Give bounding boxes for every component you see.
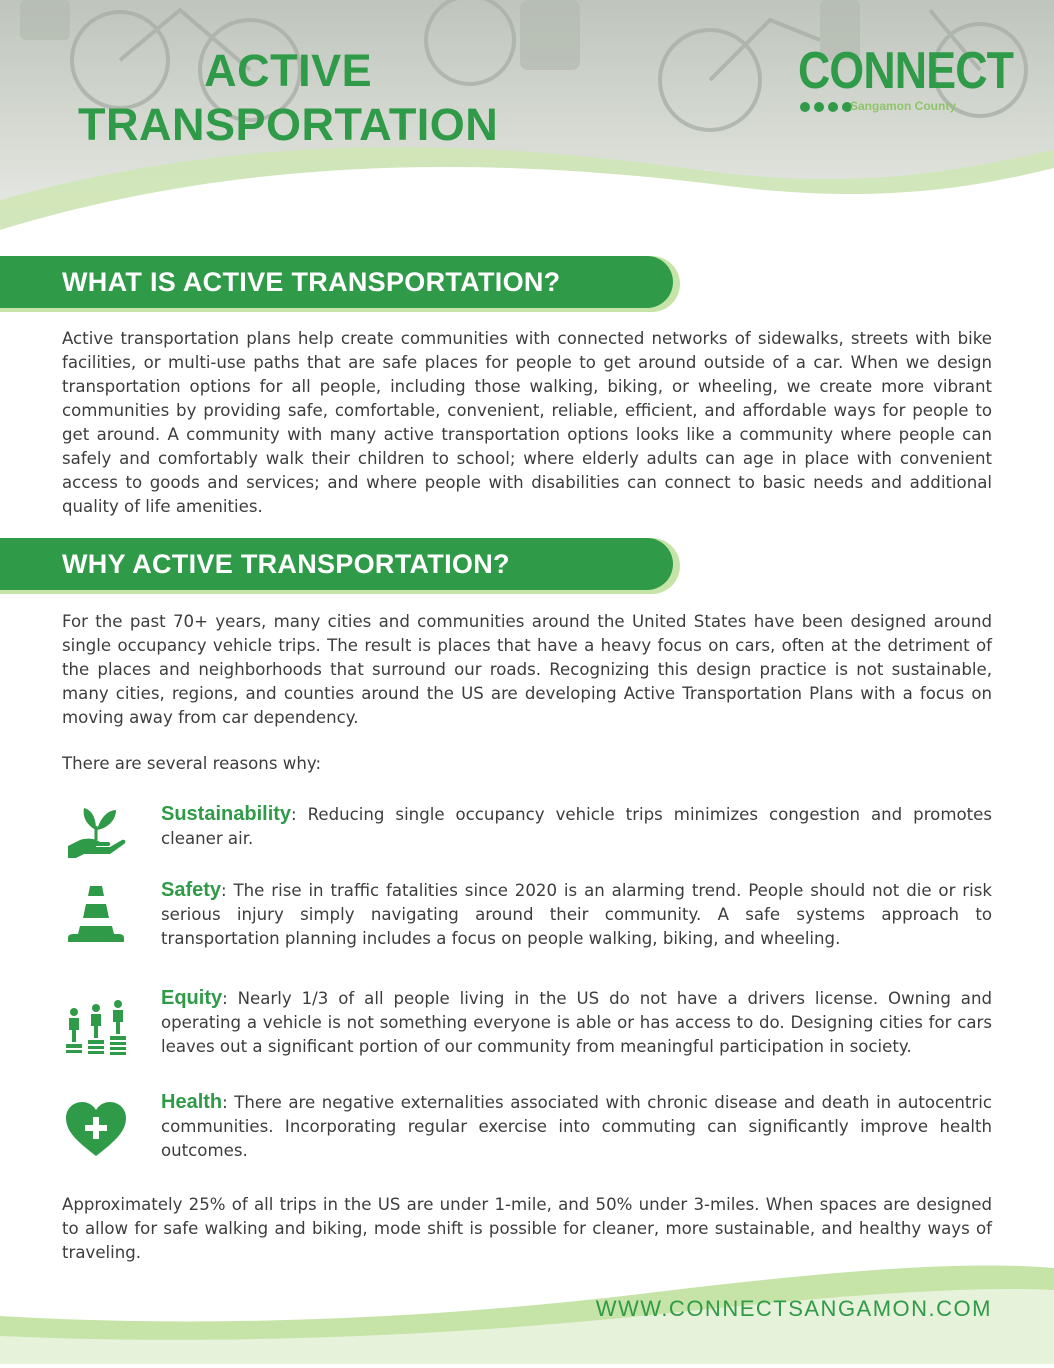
- reason-safety-title: Safety: [161, 879, 222, 901]
- reason-equity-text: Equity: Nearly 1/3 of all people living in the US do not have a drivers license. Owning and operating a vehicle is not something everyone is able or has access to do. Designing cities for cars leaves out a significant portion of our community from meaningful participation in society.: [161, 987, 992, 1056]
- reason-sustainability-text: Sustainability: Reducing single occupancy vehicle trips minimizes congestion and promotes cleaner air.: [161, 803, 992, 848]
- title-line-2: TRANSPORTATION: [78, 99, 499, 150]
- logo-dots: [800, 102, 852, 112]
- reason-health-text: Health: There are negative externalities associated with chronic disease and death in autocentric communities. Incorporating regular exercise into commuting can significantly improve health outcomes.: [161, 1091, 992, 1160]
- page-title: [78, 44, 498, 152]
- reasons-intro: There are several reasons why:: [62, 754, 322, 773]
- website-link[interactable]: WWW.CONNECTSANGAMON.COM: [595, 1296, 992, 1321]
- section-header-why: [0, 538, 680, 594]
- title-line-1: ACTIVE: [204, 45, 373, 96]
- what-paragraph: Active transportation plans help create communities with connected networks of sidewalks, streets with bike facilities, or multi-use paths that are safe places for people to get around outside of a car. When we design transportation options for all people, including those walking, biking, or wheeling, we create more vibrant communities by providing safe, comfortable, convenient, reliable, efficient, and affordable ways for people to get around. A community with many active transportation options looks like a community where people can safely and comfortably walk their children to school; where elderly adults can age in place with convenient access to goods and services; and where people with disabilities can connect to basic needs and additional quality of life amenities.: [62, 329, 992, 516]
- reason-safety-text: Safety: The rise in traffic fatalities since 2020 is an alarming trend. People should not die or risk serious injury simply navigating around their community. A safe systems approach to transportation planning includes a focus on people walking, biking, and wheeling.: [161, 879, 992, 948]
- logo-subtitle: Sangamon County: [850, 99, 957, 113]
- traffic-cone-icon: [64, 882, 128, 946]
- reason-health-title: Health: [161, 1091, 223, 1113]
- why-paragraph: For the past 70+ years, many cities and communities around the United States have been designed around single occupancy vehicle trips. The result is places that have a heavy focus on cars, often at the detriment of the places and neighborhoods that surround our roads. Recognizing this design practice is not sustainable, many cities, regions, and counties around the US are developing Active Transportation Plans with a focus on moving away from car dependency.: [62, 612, 992, 727]
- closing-paragraph: Approximately 25% of all trips in the US are under 1-mile, and 50% under 3-miles. When spaces are designed to allow for safe walking and biking, mode shift is possible for cleaner, more sustainable, and healthy ways of traveling.: [62, 1195, 992, 1262]
- reason-equity-title: Equity: [161, 987, 223, 1009]
- heart-plus-icon: [64, 1098, 128, 1162]
- connect-sangamon-logo: [798, 42, 1014, 124]
- section-header-what: [0, 256, 680, 312]
- hero-banner: [0, 0, 1054, 250]
- plant-hand-icon: [64, 800, 128, 864]
- equity-people-icon: [64, 998, 128, 1062]
- reason-sustainability-title: Sustainability: [161, 803, 292, 825]
- section-heading-why: WHY ACTIVE TRANSPORTATION?: [62, 549, 510, 579]
- logo-wordmark: CONNECT: [798, 42, 1014, 100]
- section-heading-what: WHAT IS ACTIVE TRANSPORTATION?: [62, 267, 561, 297]
